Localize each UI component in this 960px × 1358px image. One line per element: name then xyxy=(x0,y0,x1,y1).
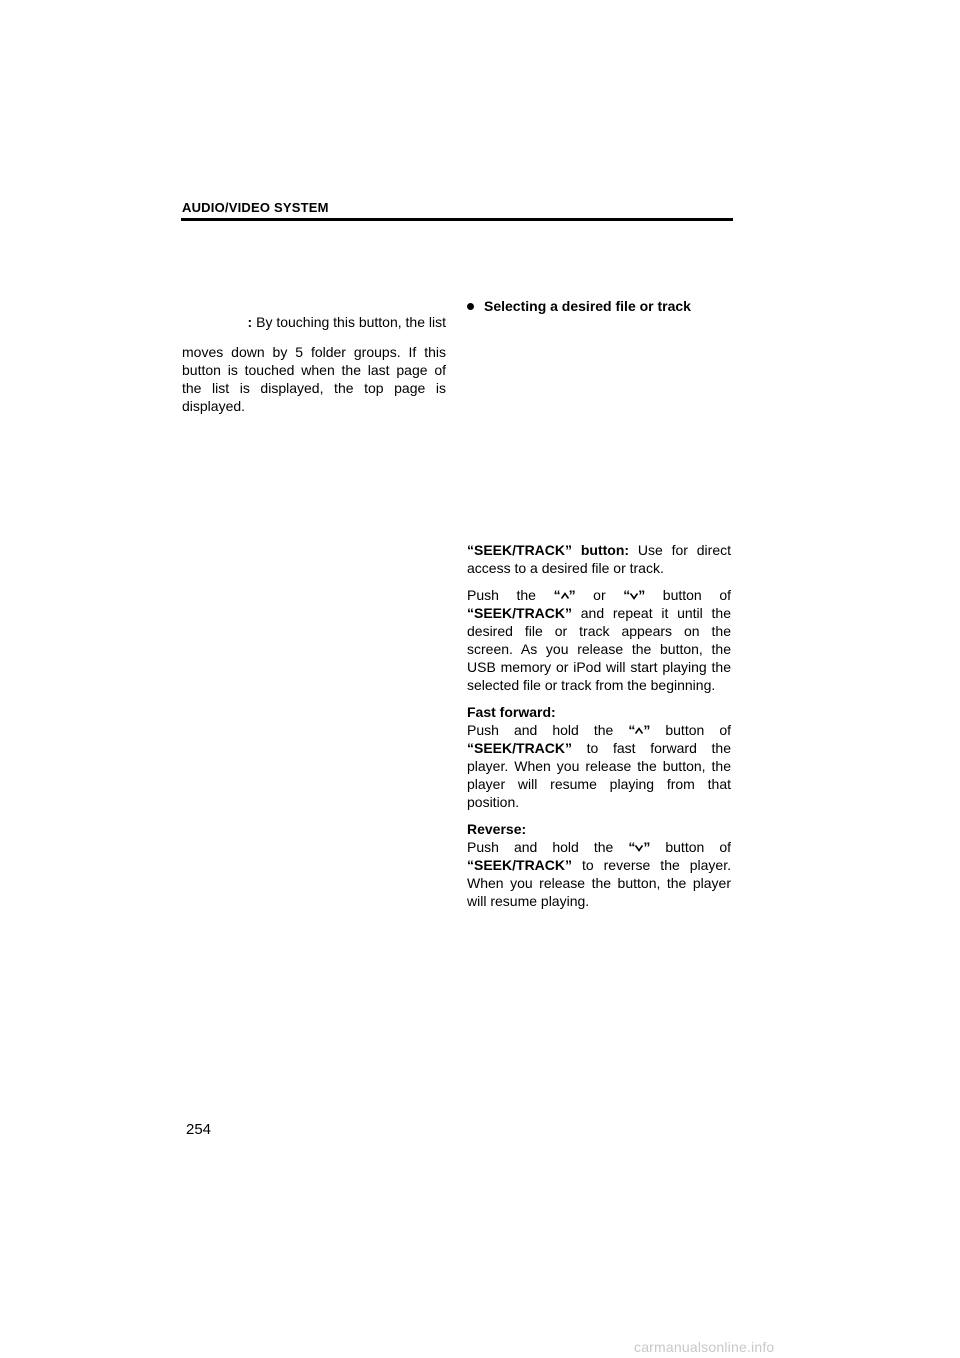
chevron-up-icon xyxy=(561,592,569,600)
reverse-label: Reverse: xyxy=(467,821,527,837)
open-quote: “ xyxy=(628,722,636,738)
seek-paragraph xyxy=(467,541,731,577)
fast-forward-label: Fast forward: xyxy=(467,704,556,720)
open-quote: “ xyxy=(623,587,631,603)
open-quote: “ xyxy=(553,587,561,603)
lead-line xyxy=(182,313,446,331)
section-heading xyxy=(467,298,691,314)
rev-rest: to reverse the player. When you release the button, the player will resume playing. xyxy=(467,857,731,909)
push-text-1: Push the xyxy=(467,587,554,603)
seek-track-ref: “SEEK/TRACK” xyxy=(467,740,573,756)
close-quote: ” xyxy=(568,587,576,603)
lead-colon: : xyxy=(247,314,253,330)
push-rest: and repeat it until the desired file or track appears on the screen. As you release the button, the USB memory or iPod will start playing the selected file or track from the beginning. xyxy=(467,605,731,693)
push-or: or xyxy=(575,587,624,603)
section-header: AUDIO/VIDEO SYSTEM xyxy=(182,200,329,215)
bullet-icon xyxy=(467,303,474,310)
push-button-of: button of xyxy=(645,587,731,603)
close-quote: ” xyxy=(643,722,651,738)
lead-text: By touching this button, the list xyxy=(256,314,446,330)
close-quote: ” xyxy=(643,839,651,855)
left-column xyxy=(182,313,446,424)
page-number: 254 xyxy=(186,1121,212,1138)
header-rule xyxy=(181,218,733,221)
seek-desc: Use for direct access to a desired file or track. xyxy=(467,542,732,576)
chevron-down-icon xyxy=(630,592,638,600)
seek-label: “SEEK/TRACK” button: xyxy=(467,542,630,558)
seek-track-ref: “SEEK/TRACK” xyxy=(467,605,573,621)
ff-button-of: button of xyxy=(650,722,731,738)
fast-forward-paragraph xyxy=(467,703,731,811)
left-body: moves down by 5 folder groups. If this button is touched when the last page of the list is displayed, the top page is displayed. xyxy=(182,344,446,414)
rev-text-1: Push and hold the xyxy=(467,839,629,855)
open-quote: “ xyxy=(628,839,636,855)
rev-button-of: button of xyxy=(650,839,731,855)
seek-track-ref: “SEEK/TRACK” xyxy=(467,857,573,873)
push-paragraph xyxy=(467,586,731,694)
ff-text-1: Push and hold the xyxy=(467,722,629,738)
watermark: carmanualsonline.info xyxy=(634,1339,775,1355)
section-heading-text: Selecting a desired file or track xyxy=(484,298,691,314)
reverse-paragraph xyxy=(467,820,731,910)
ff-rest: to fast forward the player. When you release the button, the player will resume playing from that position. xyxy=(467,740,731,810)
right-column xyxy=(467,541,731,919)
close-quote: ” xyxy=(638,587,646,603)
